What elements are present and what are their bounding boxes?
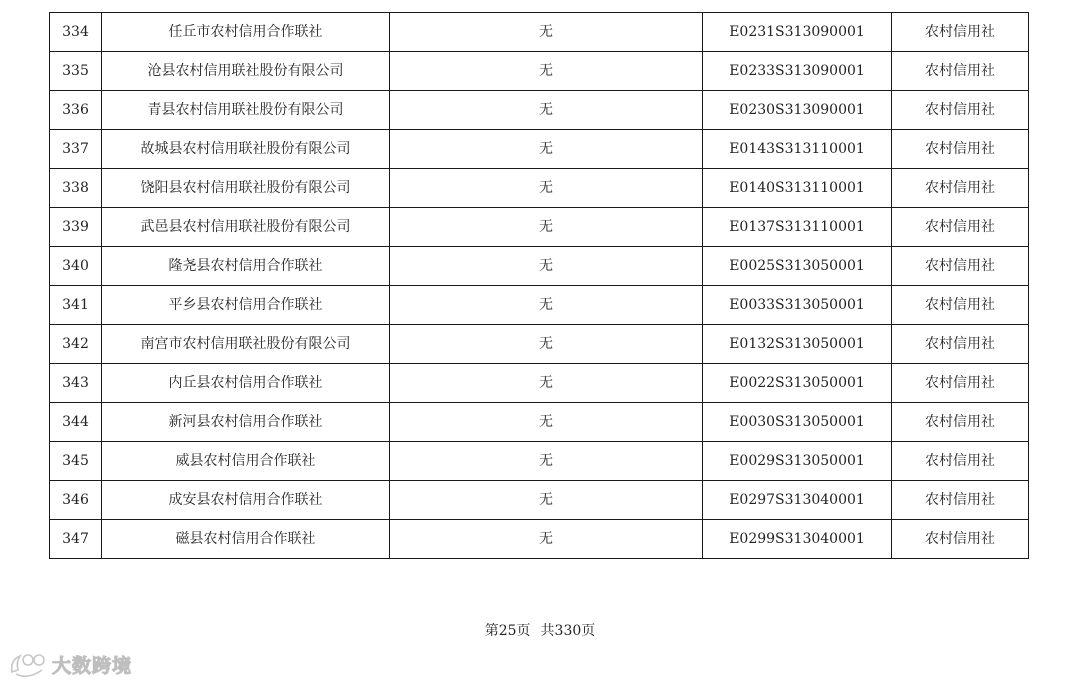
table-row — [50, 169, 1029, 208]
table-row — [50, 286, 1029, 325]
institution-alias: 无 — [390, 52, 703, 91]
institution-code: E0030S313050001 — [703, 403, 892, 442]
row-number: 347 — [50, 520, 102, 559]
institution-type: 农村信用社 — [892, 403, 1029, 442]
institution-code: E0140S313110001 — [703, 169, 892, 208]
institution-name: 成安县农村信用合作联社 — [102, 481, 390, 520]
institution-code: E0299S313040001 — [703, 520, 892, 559]
institution-type: 农村信用社 — [892, 130, 1029, 169]
table-row — [50, 481, 1029, 520]
institution-name: 内丘县农村信用合作联社 — [102, 364, 390, 403]
row-number: 335 — [50, 52, 102, 91]
institution-name: 新河县农村信用合作联社 — [102, 403, 390, 442]
institution-code: E0233S313090001 — [703, 52, 892, 91]
row-number: 346 — [50, 481, 102, 520]
institution-type: 农村信用社 — [892, 286, 1029, 325]
watermark — [8, 647, 132, 681]
institution-name: 磁县农村信用合作联社 — [102, 520, 390, 559]
institution-type: 农村信用社 — [892, 169, 1029, 208]
institution-alias: 无 — [390, 169, 703, 208]
institution-name: 饶阳县农村信用联社股份有限公司 — [102, 169, 390, 208]
institution-name: 平乡县农村信用合作联社 — [102, 286, 390, 325]
institution-name: 威县农村信用合作联社 — [102, 442, 390, 481]
page-current: 第25页 — [484, 623, 531, 639]
page-total: 共330页 — [540, 623, 596, 639]
institution-alias: 无 — [390, 130, 703, 169]
page-footer — [0, 620, 1080, 640]
row-number: 342 — [50, 325, 102, 364]
institution-code: E0137S313110001 — [703, 208, 892, 247]
institution-code: E0230S313090001 — [703, 91, 892, 130]
institution-table — [49, 12, 1029, 559]
table-row — [50, 91, 1029, 130]
table-row — [50, 247, 1029, 286]
institution-alias: 无 — [390, 520, 703, 559]
table-row — [50, 403, 1029, 442]
institution-type: 农村信用社 — [892, 520, 1029, 559]
institution-type: 农村信用社 — [892, 208, 1029, 247]
table-row — [50, 130, 1029, 169]
row-number: 344 — [50, 403, 102, 442]
table-row — [50, 13, 1029, 52]
institution-type: 农村信用社 — [892, 52, 1029, 91]
institution-code: E0022S313050001 — [703, 364, 892, 403]
row-number: 338 — [50, 169, 102, 208]
row-number: 343 — [50, 364, 102, 403]
row-number: 334 — [50, 13, 102, 52]
institution-code: E0132S313050001 — [703, 325, 892, 364]
institution-name: 武邑县农村信用联社股份有限公司 — [102, 208, 390, 247]
institution-code: E0033S313050001 — [703, 286, 892, 325]
institution-alias: 无 — [390, 91, 703, 130]
row-number: 340 — [50, 247, 102, 286]
institution-type: 农村信用社 — [892, 325, 1029, 364]
institution-alias: 无 — [390, 442, 703, 481]
institution-type: 农村信用社 — [892, 13, 1029, 52]
row-number: 336 — [50, 91, 102, 130]
row-number: 337 — [50, 130, 102, 169]
table-row — [50, 520, 1029, 559]
table-row — [50, 52, 1029, 91]
institution-code: E0029S313050001 — [703, 442, 892, 481]
institution-name: 南宫市农村信用联社股份有限公司 — [102, 325, 390, 364]
institution-alias: 无 — [390, 364, 703, 403]
table-body — [50, 13, 1029, 559]
institution-name: 沧县农村信用联社股份有限公司 — [102, 52, 390, 91]
table-row — [50, 325, 1029, 364]
table-row — [50, 364, 1029, 403]
institution-name: 故城县农村信用联社股份有限公司 — [102, 130, 390, 169]
institution-type: 农村信用社 — [892, 442, 1029, 481]
row-number: 341 — [50, 286, 102, 325]
institution-type: 农村信用社 — [892, 481, 1029, 520]
institution-code: E0025S313050001 — [703, 247, 892, 286]
table-row — [50, 208, 1029, 247]
institution-type: 农村信用社 — [892, 247, 1029, 286]
institution-alias: 无 — [390, 247, 703, 286]
institution-type: 农村信用社 — [892, 364, 1029, 403]
table-row — [50, 442, 1029, 481]
institution-alias: 无 — [390, 325, 703, 364]
institution-alias: 无 — [390, 403, 703, 442]
row-number: 345 — [50, 442, 102, 481]
institution-alias: 无 — [390, 13, 703, 52]
institution-name: 青县农村信用联社股份有限公司 — [102, 91, 390, 130]
institution-code: E0143S313110001 — [703, 130, 892, 169]
institution-code: E0231S313090001 — [703, 13, 892, 52]
institution-type: 农村信用社 — [892, 91, 1029, 130]
institution-alias: 无 — [390, 208, 703, 247]
brand-logo-icon — [8, 650, 48, 678]
institution-alias: 无 — [390, 481, 703, 520]
institution-name: 任丘市农村信用合作联社 — [102, 13, 390, 52]
row-number: 339 — [50, 208, 102, 247]
institution-alias: 无 — [390, 286, 703, 325]
institution-name: 隆尧县农村信用合作联社 — [102, 247, 390, 286]
institution-code: E0297S313040001 — [703, 481, 892, 520]
watermark-text: 大数跨境 — [52, 654, 133, 677]
